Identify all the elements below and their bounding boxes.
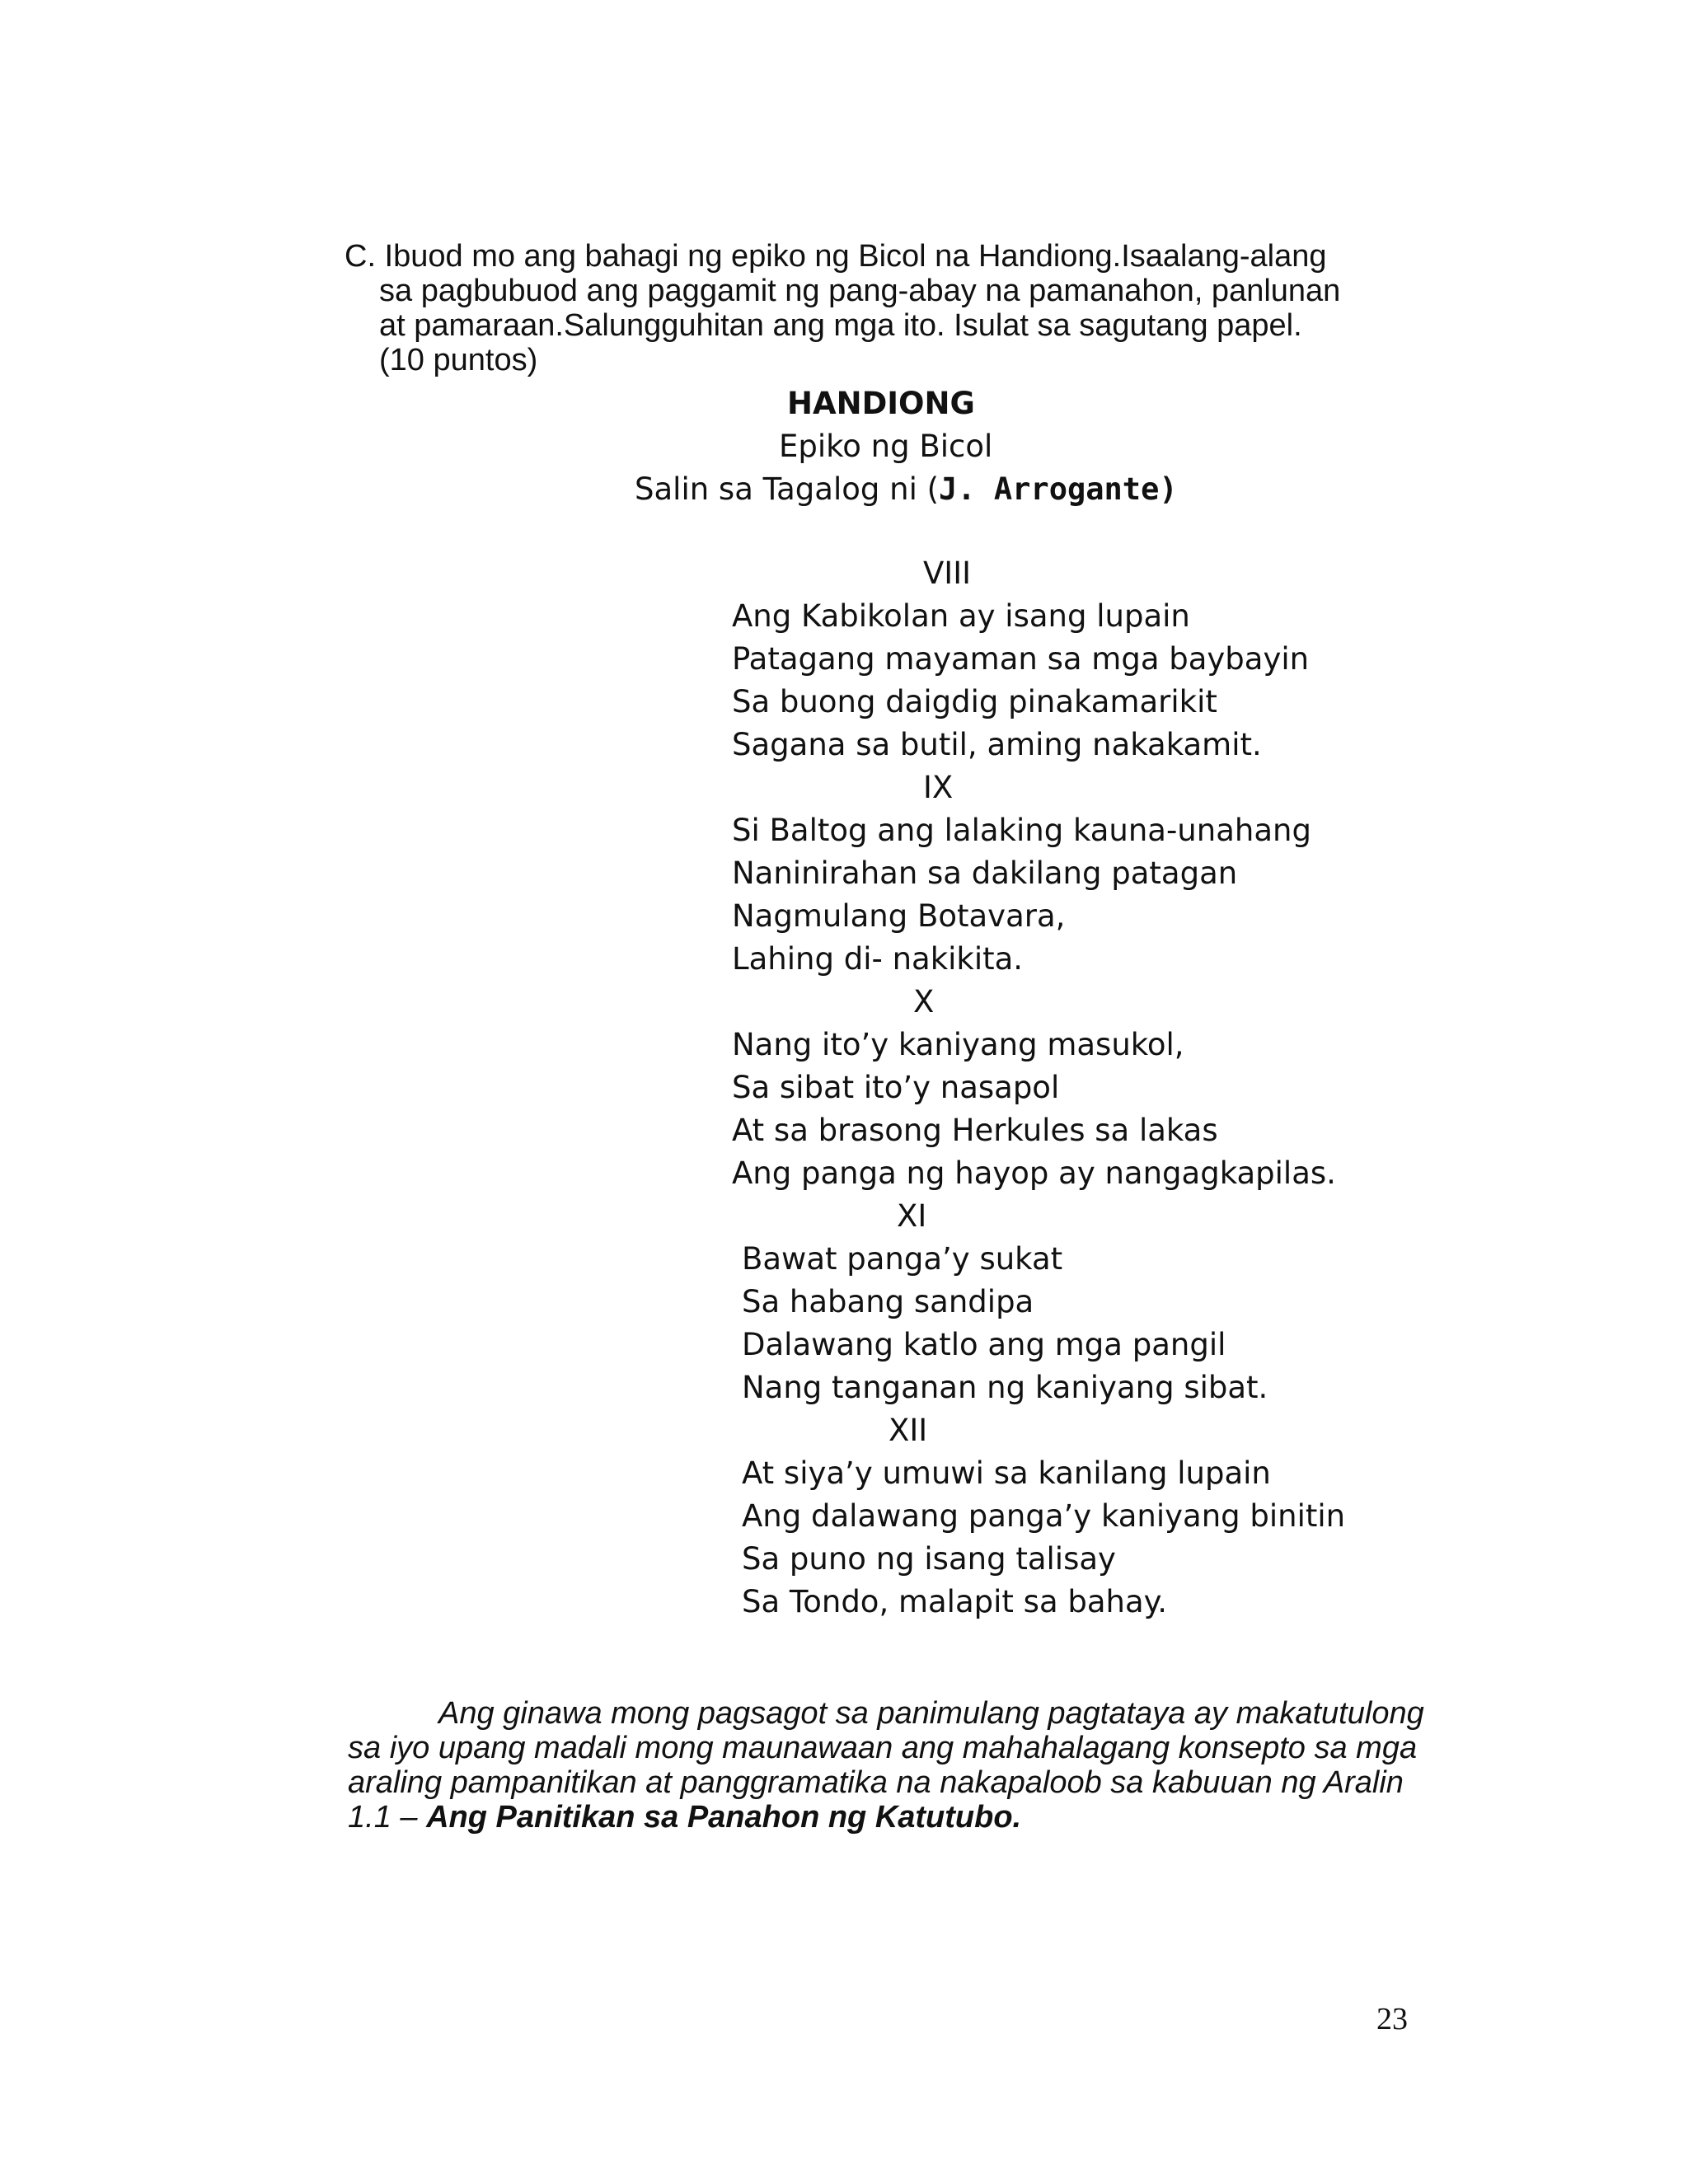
instruction-line: C. Ibuod mo ang bahagi ng epiko ng Bicol na Handiong.Isaalang-alang <box>345 239 1327 274</box>
verse-line: Nang tanganan ng kaniyang sibat. <box>742 1370 1268 1405</box>
verse-line: Nang ito’y kaniyang masukol, <box>732 1027 1184 1062</box>
instruction-line: at pamaraan.Salungguhitan ang mga ito. Isulat sa sagutang papel. <box>379 308 1302 343</box>
verse-line: At sa brasong Herkules sa lakas <box>732 1113 1218 1148</box>
closing-line: Ang ginawa mong pagsagot sa panimulang pagtataya ay makatutulong <box>438 1696 1424 1731</box>
translator-name: J. Arrogante) <box>939 471 1178 507</box>
closing-line: sa iyo upang madali mong maunawaan ang mahahalagang konsepto sa mga <box>348 1731 1418 1765</box>
poem-subtitle: Epiko ng Bicol <box>779 429 993 464</box>
lesson-number: 1.1 – <box>348 1800 427 1835</box>
stanza-number: VIII <box>923 555 972 591</box>
verse-line: Ang Kabikolan ay isang lupain <box>732 598 1190 634</box>
closing-line: araling pampanitikan at panggramatika na nakapaloob sa kabuuan ng Aralin <box>348 1765 1404 1800</box>
stanza-number: X <box>913 984 935 1019</box>
instruction-line: (10 puntos) <box>379 343 538 377</box>
translator-prefix: Salin sa Tagalog ni ( <box>635 471 940 507</box>
verse-line: Si Baltog ang lalaking kauna-unahang <box>732 813 1311 848</box>
poem-translator <box>635 471 1178 507</box>
verse-line: Patagang mayaman sa mga baybayin <box>732 641 1310 677</box>
verse-line: Nagmulang Botavara, <box>732 898 1066 934</box>
verse-line: Sa sibat ito’y nasapol <box>732 1070 1060 1105</box>
poem-title: HANDIONG <box>787 386 975 421</box>
verse-line: At siya’y umuwi sa kanilang lupain <box>742 1455 1271 1491</box>
verse-line: Ang panga ng hayop ay nangagkapilas. <box>732 1155 1336 1191</box>
lesson-title: Ang Panitikan sa Panahon ng Katutubo. <box>426 1800 1022 1835</box>
verse-line: Ang dalawang panga’y kaniyang binitin <box>742 1498 1346 1534</box>
verse-line: Sagana sa butil, aming nakakamit. <box>732 727 1262 762</box>
poem-stanzas <box>0 552 1688 1624</box>
verse-line: Naninirahan sa dakilang patagan <box>732 855 1238 891</box>
verse-line: Sa buong daigdig pinakamarikit <box>732 684 1217 719</box>
verse-line: Sa Tondo, malapit sa bahay. <box>742 1584 1168 1619</box>
closing-line-last <box>348 1800 1419 1835</box>
verse-line: Dalawang katlo ang mga pangil <box>742 1327 1226 1362</box>
closing-paragraph <box>348 1696 1424 1835</box>
instructions <box>345 239 1416 377</box>
verse-line: Sa puno ng isang talisay <box>742 1541 1116 1577</box>
verse-line: Lahing di- nakikita. <box>732 941 1024 977</box>
page-number: 23 <box>1376 2002 1408 2036</box>
stanza-number: IX <box>923 770 954 805</box>
instruction-line: sa pagbubuod ang paggamit ng pang-abay na pamanahon, panlunan <box>379 274 1341 308</box>
stanza-number: XII <box>889 1413 928 1448</box>
verse-line: Bawat panga’y sukat <box>742 1241 1063 1277</box>
stanza-number: XI <box>897 1198 927 1234</box>
verse-line: Sa habang sandipa <box>742 1284 1034 1319</box>
